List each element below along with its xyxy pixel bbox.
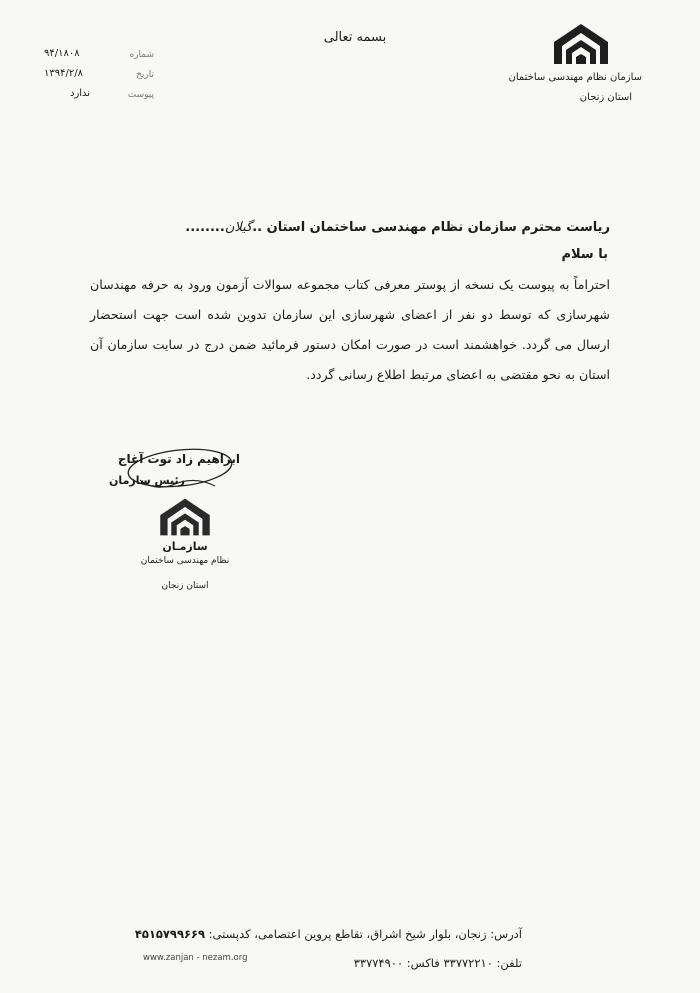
- attachment-value: ندارد: [70, 88, 91, 99]
- bismillah-heading: بسمه تعالی: [323, 30, 387, 45]
- footer-website: www.zanjan - nezam.org: [143, 953, 248, 963]
- address-text: آدرس: زنجان، بلوار شیخ اشراق، تقاطع پروین اعتصامی، کدپستی:: [205, 927, 522, 941]
- recipient-prefix: ریاست محترم سازمان نظام مهندسی ساختمان استان ..: [252, 220, 610, 235]
- postal-code: ۴۵۱۵۷۹۹۶۶۹: [134, 927, 206, 941]
- recipient-dots: ........: [185, 220, 225, 235]
- org-name: سازمان نظام مهندسی ساختمان: [508, 72, 642, 83]
- signer-title: رئیس سازمان: [109, 474, 185, 487]
- stamp-logo-icon: [152, 495, 218, 539]
- org-logo-icon: [552, 20, 610, 68]
- org-province: استان زنجان: [579, 92, 632, 103]
- meta-date-row: [30, 68, 160, 88]
- signer-name: ابراهیم زاد توت آغاج: [117, 452, 240, 466]
- recipient-line: [185, 220, 610, 235]
- stamp-org-name: سازمـان: [162, 540, 208, 553]
- letter-number: ۹۴/۱۸۰۸: [44, 48, 80, 59]
- stamp-province: استان زنجان: [161, 581, 209, 591]
- stamp-org-sub: نظام مهندسی ساختمان: [140, 556, 230, 566]
- number-label: شماره: [129, 50, 154, 60]
- recipient-handwritten: گیلان: [224, 220, 253, 235]
- letter-meta: [30, 48, 160, 108]
- org-logo: [540, 20, 640, 68]
- signature-scribble: [117, 440, 240, 500]
- footer-phone-fax: تلفن: ۳۳۷۷۲۲۱۰ فاکس: ۳۳۷۷۴۹۰۰: [353, 956, 522, 970]
- meta-attachment-row: [30, 88, 160, 108]
- date-label: تاریخ: [136, 70, 154, 80]
- attachment-label: پیوست: [127, 90, 154, 100]
- meta-number-row: [30, 48, 160, 68]
- letter-date: ۱۳۹۴/۲/۸: [44, 68, 83, 79]
- letter-body: احتراماً به پیوست یک نسخه از پوستر معرفی کتاب مجموعه سوالات آزمون ورود به حرفه مهندسان شهرسازی که توسط دو نفر از اعضای شهرسازی این سازمان تدوین شده است جهت استحضار ارسال می گردد. خواهشمند است در صورت امکان دستور فرمائید ضمن درج در سایت سازمان آن استان به نحو مقتضی به اعضای مرتبط اطلاع رسانی گردد.: [90, 277, 610, 382]
- greeting: با سلام: [561, 247, 608, 262]
- footer-address: [135, 927, 522, 941]
